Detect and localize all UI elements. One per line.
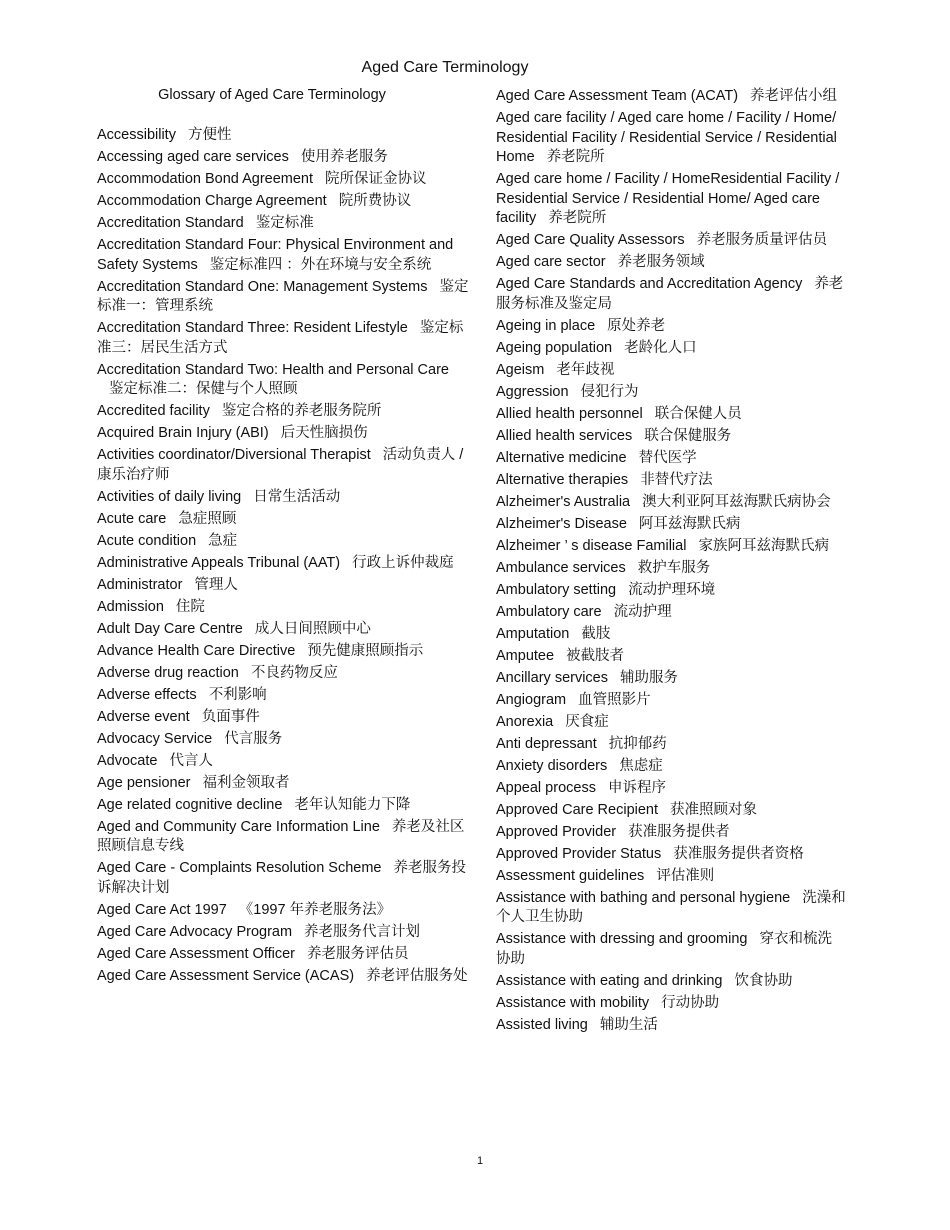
term-english: Aged Care Assessment Team (ACAT): [496, 88, 739, 104]
term-english: Ambulatory setting: [496, 581, 617, 598]
term-english: Accredited facility: [97, 403, 210, 419]
glossary-entry: [97, 148, 472, 168]
glossary-entry: [496, 231, 846, 251]
term-chinese: 辅助生活: [599, 1016, 658, 1033]
glossary-entry: [97, 620, 472, 640]
term-chinese: 养老服务质量评估员: [696, 232, 828, 248]
term-chinese: 厌食症: [565, 713, 609, 730]
term-english: Accreditation Standard One: Management Systems: [97, 278, 428, 295]
glossary-entry: [97, 554, 472, 574]
glossary-entry: [97, 319, 472, 358]
glossary-entry: [97, 192, 472, 212]
term-chinese: 住院: [175, 598, 205, 615]
glossary-entry: [496, 867, 846, 887]
glossary-entry: [97, 361, 472, 400]
glossary-entry: [496, 647, 846, 667]
term-english: Alternative therapies: [496, 471, 629, 488]
term-english: Assistance with mobility: [496, 994, 650, 1011]
term-english: Assistance with dressing and grooming: [496, 931, 748, 947]
term-english: Acute condition: [97, 532, 197, 549]
term-chinese: 洗澡和个人卫生协助: [496, 889, 846, 925]
term-chinese: 获准照顾对象: [670, 801, 758, 818]
glossary-entry: [496, 691, 846, 711]
term-chinese: 替代医学: [638, 449, 697, 466]
term-chinese: 使用养老服务: [300, 149, 388, 165]
glossary-entry: [97, 510, 472, 530]
term-chinese: 鉴定标准二：保健与个人照顾: [109, 381, 298, 397]
term-chinese: 救护车服务: [637, 559, 711, 576]
glossary-entry: [496, 361, 846, 381]
glossary-entry: [496, 972, 846, 992]
term-chinese: 负面事件: [201, 708, 260, 725]
term-english: Ageing in place: [496, 317, 596, 334]
term-english: Angiogram: [496, 691, 567, 708]
term-chinese: 鉴定标准一：管理系统: [97, 278, 469, 314]
term-chinese: 活动负责人 / 康乐治疗师: [97, 447, 464, 483]
glossary-entry: [97, 598, 472, 618]
term-english: Administrative Appeals Tribunal (AAT): [97, 554, 341, 571]
glossary-entry: [97, 664, 472, 684]
glossary-entry: [97, 488, 472, 508]
term-chinese: 福利金领取者: [202, 774, 290, 791]
term-chinese: 院所保证金协议: [325, 171, 427, 187]
term-english: Allied health personnel: [496, 405, 643, 422]
term-english: Assisted living: [496, 1016, 588, 1033]
glossary-entry: [97, 796, 472, 816]
term-english: Ageing population: [496, 339, 613, 356]
term-english: Aged Care Assessment Officer: [97, 945, 295, 962]
term-chinese: 被截肢者: [566, 647, 625, 664]
term-chinese: 养老服务标准及鉴定局: [496, 276, 844, 312]
term-english: Age pensioner: [97, 774, 191, 791]
term-chinese: 鉴定标准三：居民生活方式: [97, 320, 464, 356]
term-english: Assessment guidelines: [496, 867, 645, 884]
term-english: Amputation: [496, 625, 570, 642]
glossary-entry: [496, 713, 846, 733]
term-english: Anorexia: [496, 713, 554, 730]
term-english: Aggression: [496, 383, 569, 400]
glossary-entry: [97, 901, 472, 921]
glossary-entry: [97, 278, 472, 317]
glossary-entry: [496, 427, 846, 447]
term-english: Aged and Community Care Information Line: [97, 818, 380, 835]
term-english: Aged Care Assessment Service (ACAS): [97, 967, 355, 984]
glossary-entry: [496, 405, 846, 425]
glossary-entry: [496, 823, 846, 843]
term-chinese: 行动协助: [661, 994, 720, 1011]
glossary-entry: [496, 930, 846, 969]
glossary-entry: [97, 730, 472, 750]
term-chinese: 鉴定合格的养老服务院所: [221, 403, 382, 419]
term-chinese: 阿耳兹海默氏病: [638, 515, 741, 532]
term-english: Admission: [97, 598, 164, 615]
term-english: Aged Care - Complaints Resolution Scheme: [97, 860, 382, 876]
term-english: Ambulatory care: [496, 603, 602, 620]
term-english: Anti depressant: [496, 735, 597, 752]
term-chinese: 《1997 年养老服务法》: [238, 901, 392, 918]
glossary-entry: [97, 752, 472, 772]
term-chinese: 急症照顾: [178, 510, 237, 527]
term-chinese: 辅助服务: [620, 669, 678, 686]
term-english: Alzheimer ’ s disease Familial: [496, 537, 687, 554]
glossary-entry: [496, 735, 846, 755]
glossary-entry: [496, 801, 846, 821]
term-english: Activities of daily living: [97, 488, 242, 505]
term-chinese: 行政上诉仲裁庭: [352, 554, 454, 571]
term-english: Ageism: [496, 361, 545, 378]
term-english: Approved Care Recipient: [496, 801, 659, 818]
term-chinese: 不利影响: [208, 686, 267, 703]
term-chinese: 养老服务代言计划: [304, 923, 421, 940]
term-english: Aged Care Advocacy Program: [97, 923, 293, 940]
glossary-entry: [496, 625, 846, 645]
term-chinese: 评估准则: [656, 867, 715, 884]
glossary-entry: [496, 471, 846, 491]
term-chinese: 鉴定标准四 ：外在环境与安全系统: [209, 256, 432, 273]
term-english: Anxiety disorders: [496, 757, 608, 774]
term-chinese: 老龄化人口: [624, 339, 697, 356]
term-english: Advance Health Care Directive: [97, 642, 296, 659]
term-chinese: 院所费协议: [338, 193, 412, 209]
term-chinese: 养老评估小组: [750, 88, 838, 104]
term-english: Aged care facility / Aged care home / Facility / Home/ Residential Facility / Residential Service / Residential Home: [496, 110, 837, 165]
term-chinese: 联合保健人员: [654, 405, 742, 422]
term-chinese: 养老院所: [548, 210, 607, 226]
term-english: Aged Care Act 1997: [97, 901, 227, 918]
term-chinese: 澳大利亚阿耳兹海默氏病协会: [642, 493, 831, 510]
term-chinese: 养老服务评估员: [307, 945, 409, 962]
page-number: 1: [476, 1155, 484, 1167]
glossary-entry: [496, 109, 846, 168]
glossary-entry: [97, 402, 472, 422]
right-column: [496, 87, 846, 1038]
glossary-entry: [97, 923, 472, 943]
term-chinese: 血管照影片: [578, 691, 651, 708]
term-chinese: 焦虑症: [619, 757, 663, 774]
term-chinese: 获准服务提供者资格: [673, 845, 804, 862]
term-chinese: 饮食协助: [734, 972, 793, 989]
left-column: [97, 126, 472, 989]
term-chinese: 侵犯行为: [580, 383, 639, 400]
glossary-entry: [97, 859, 472, 898]
term-english: Aged care home / Facility / HomeResidential Facility / Residential Service / Residential Home/ Aged care facility: [496, 171, 840, 226]
term-english: Aged care sector: [496, 254, 606, 270]
term-chinese: 鉴定标准: [255, 215, 314, 231]
term-chinese: 代言人: [169, 752, 213, 769]
term-english: Approved Provider Status: [496, 845, 662, 862]
glossary-entry: [97, 214, 472, 234]
term-english: Adverse event: [97, 708, 190, 725]
term-english: Aged Care Quality Assessors: [496, 232, 685, 248]
page-title: Aged Care Terminology: [361, 59, 529, 76]
term-chinese: 原处养老: [607, 317, 666, 334]
term-chinese: 申诉程序: [607, 779, 666, 796]
glossary-entry: [496, 779, 846, 799]
glossary-entry: [496, 383, 846, 403]
glossary-entry: [97, 532, 472, 552]
glossary-entry: [496, 603, 846, 623]
term-english: Appeal process: [496, 779, 596, 796]
glossary-entry: [97, 170, 472, 190]
term-chinese: 养老及社区照顾信息专线: [97, 818, 465, 854]
glossary-entry: [97, 818, 472, 857]
glossary-entry: [97, 126, 472, 146]
term-english: Ambulance services: [496, 559, 626, 576]
term-chinese: 穿衣和梳洗协助: [496, 931, 832, 967]
term-english: Approved Provider: [496, 823, 617, 840]
term-chinese: 方便性: [187, 127, 232, 143]
term-chinese: 养老服务领域: [617, 254, 705, 270]
term-chinese: 养老服务投诉解决计划: [97, 860, 466, 896]
glossary-subtitle: Glossary of Aged Care Terminology: [158, 87, 386, 103]
term-english: Administrator: [97, 576, 183, 593]
term-chinese: 非替代疗法: [640, 471, 713, 488]
term-english: Ancillary services: [496, 669, 608, 686]
term-chinese: 联合保健服务: [644, 427, 732, 444]
glossary-entry: [496, 757, 846, 777]
term-english: Adverse effects: [97, 686, 197, 703]
glossary-entry: [97, 446, 472, 485]
glossary-entry: [496, 87, 846, 107]
term-chinese: 家族阿耳兹海默氏病: [698, 537, 829, 554]
glossary-entry: [97, 945, 472, 965]
glossary-entry: [496, 889, 846, 928]
term-english: Accreditation Standard Three: Resident Lifestyle: [97, 320, 408, 336]
term-english: Advocate: [97, 752, 158, 769]
glossary-entry: [496, 994, 846, 1014]
term-english: Adverse drug reaction: [97, 664, 239, 681]
term-chinese: 不良药物反应: [250, 664, 338, 681]
term-english: Acquired Brain Injury (ABI): [97, 425, 269, 441]
term-english: Advocacy Service: [97, 730, 213, 747]
glossary-entry: [97, 686, 472, 706]
glossary-entry: [496, 537, 846, 557]
term-chinese: 流动护理环境: [628, 581, 716, 598]
glossary-entry: [97, 642, 472, 662]
term-english: Accommodation Charge Agreement: [97, 193, 327, 209]
glossary-entry: [496, 339, 846, 359]
term-chinese: 急症: [208, 532, 238, 549]
glossary-entry: [496, 253, 846, 273]
term-english: Assistance with eating and drinking: [496, 972, 723, 989]
term-chinese: 代言服务: [224, 730, 283, 747]
term-english: Adult Day Care Centre: [97, 620, 243, 637]
term-english: Alzheimer's Australia: [496, 493, 631, 510]
term-english: Activities coordinator/Diversional Therapist: [97, 447, 371, 463]
glossary-entry: [496, 515, 846, 535]
term-english: Alzheimer's Disease: [496, 515, 627, 532]
glossary-entry: [496, 449, 846, 469]
glossary-entry: [496, 275, 846, 314]
glossary-entry: [496, 669, 846, 689]
term-chinese: 获准服务提供者: [628, 823, 730, 840]
term-english: Accommodation Bond Agreement: [97, 171, 314, 187]
glossary-entry: [496, 845, 846, 865]
term-english: Accreditation Standard: [97, 215, 244, 231]
term-english: Amputee: [496, 647, 555, 664]
term-chinese: 养老院所: [546, 149, 605, 165]
glossary-entry: [496, 1016, 846, 1036]
term-chinese: 日常生活活动: [253, 488, 341, 505]
term-english: Allied health services: [496, 427, 633, 444]
glossary-entry: [97, 708, 472, 728]
term-chinese: 流动护理: [613, 603, 672, 620]
term-english: Accreditation Standard Two: Health and Personal Care: [97, 361, 449, 378]
glossary-entry: [97, 774, 472, 794]
term-chinese: 后天性脑损伤: [280, 425, 368, 441]
glossary-entry: [97, 236, 472, 275]
term-chinese: 抗抑郁药: [608, 735, 667, 752]
term-english: Assistance with bathing and personal hygiene: [496, 889, 791, 906]
term-english: Accessibility: [97, 127, 176, 143]
term-chinese: 成人日间照顾中心: [254, 620, 371, 637]
term-chinese: 截肢: [581, 625, 611, 642]
glossary-entry: [496, 493, 846, 513]
term-chinese: 养老评估服务处: [366, 967, 468, 984]
term-english: Alternative medicine: [496, 449, 627, 466]
term-english: Age related cognitive decline: [97, 796, 283, 813]
term-chinese: 老年认知能力下降: [294, 796, 411, 813]
glossary-entry: [496, 170, 846, 229]
glossary-entry: [97, 424, 472, 444]
glossary-entry: [496, 581, 846, 601]
term-chinese: 管理人: [194, 576, 238, 593]
term-english: Aged Care Standards and Accreditation Agency: [496, 276, 803, 292]
glossary-entry: [496, 317, 846, 337]
glossary-entry: [97, 576, 472, 596]
term-english: Accessing aged care services: [97, 149, 289, 165]
term-english: Acute care: [97, 510, 167, 527]
term-english: Accreditation Standard Four: Physical Environment and Safety Systems: [97, 237, 454, 273]
glossary-entry: [97, 967, 472, 987]
glossary-entry: [496, 559, 846, 579]
term-chinese: 预先健康照顾指示: [307, 642, 424, 659]
term-chinese: 老年歧视: [556, 361, 615, 378]
